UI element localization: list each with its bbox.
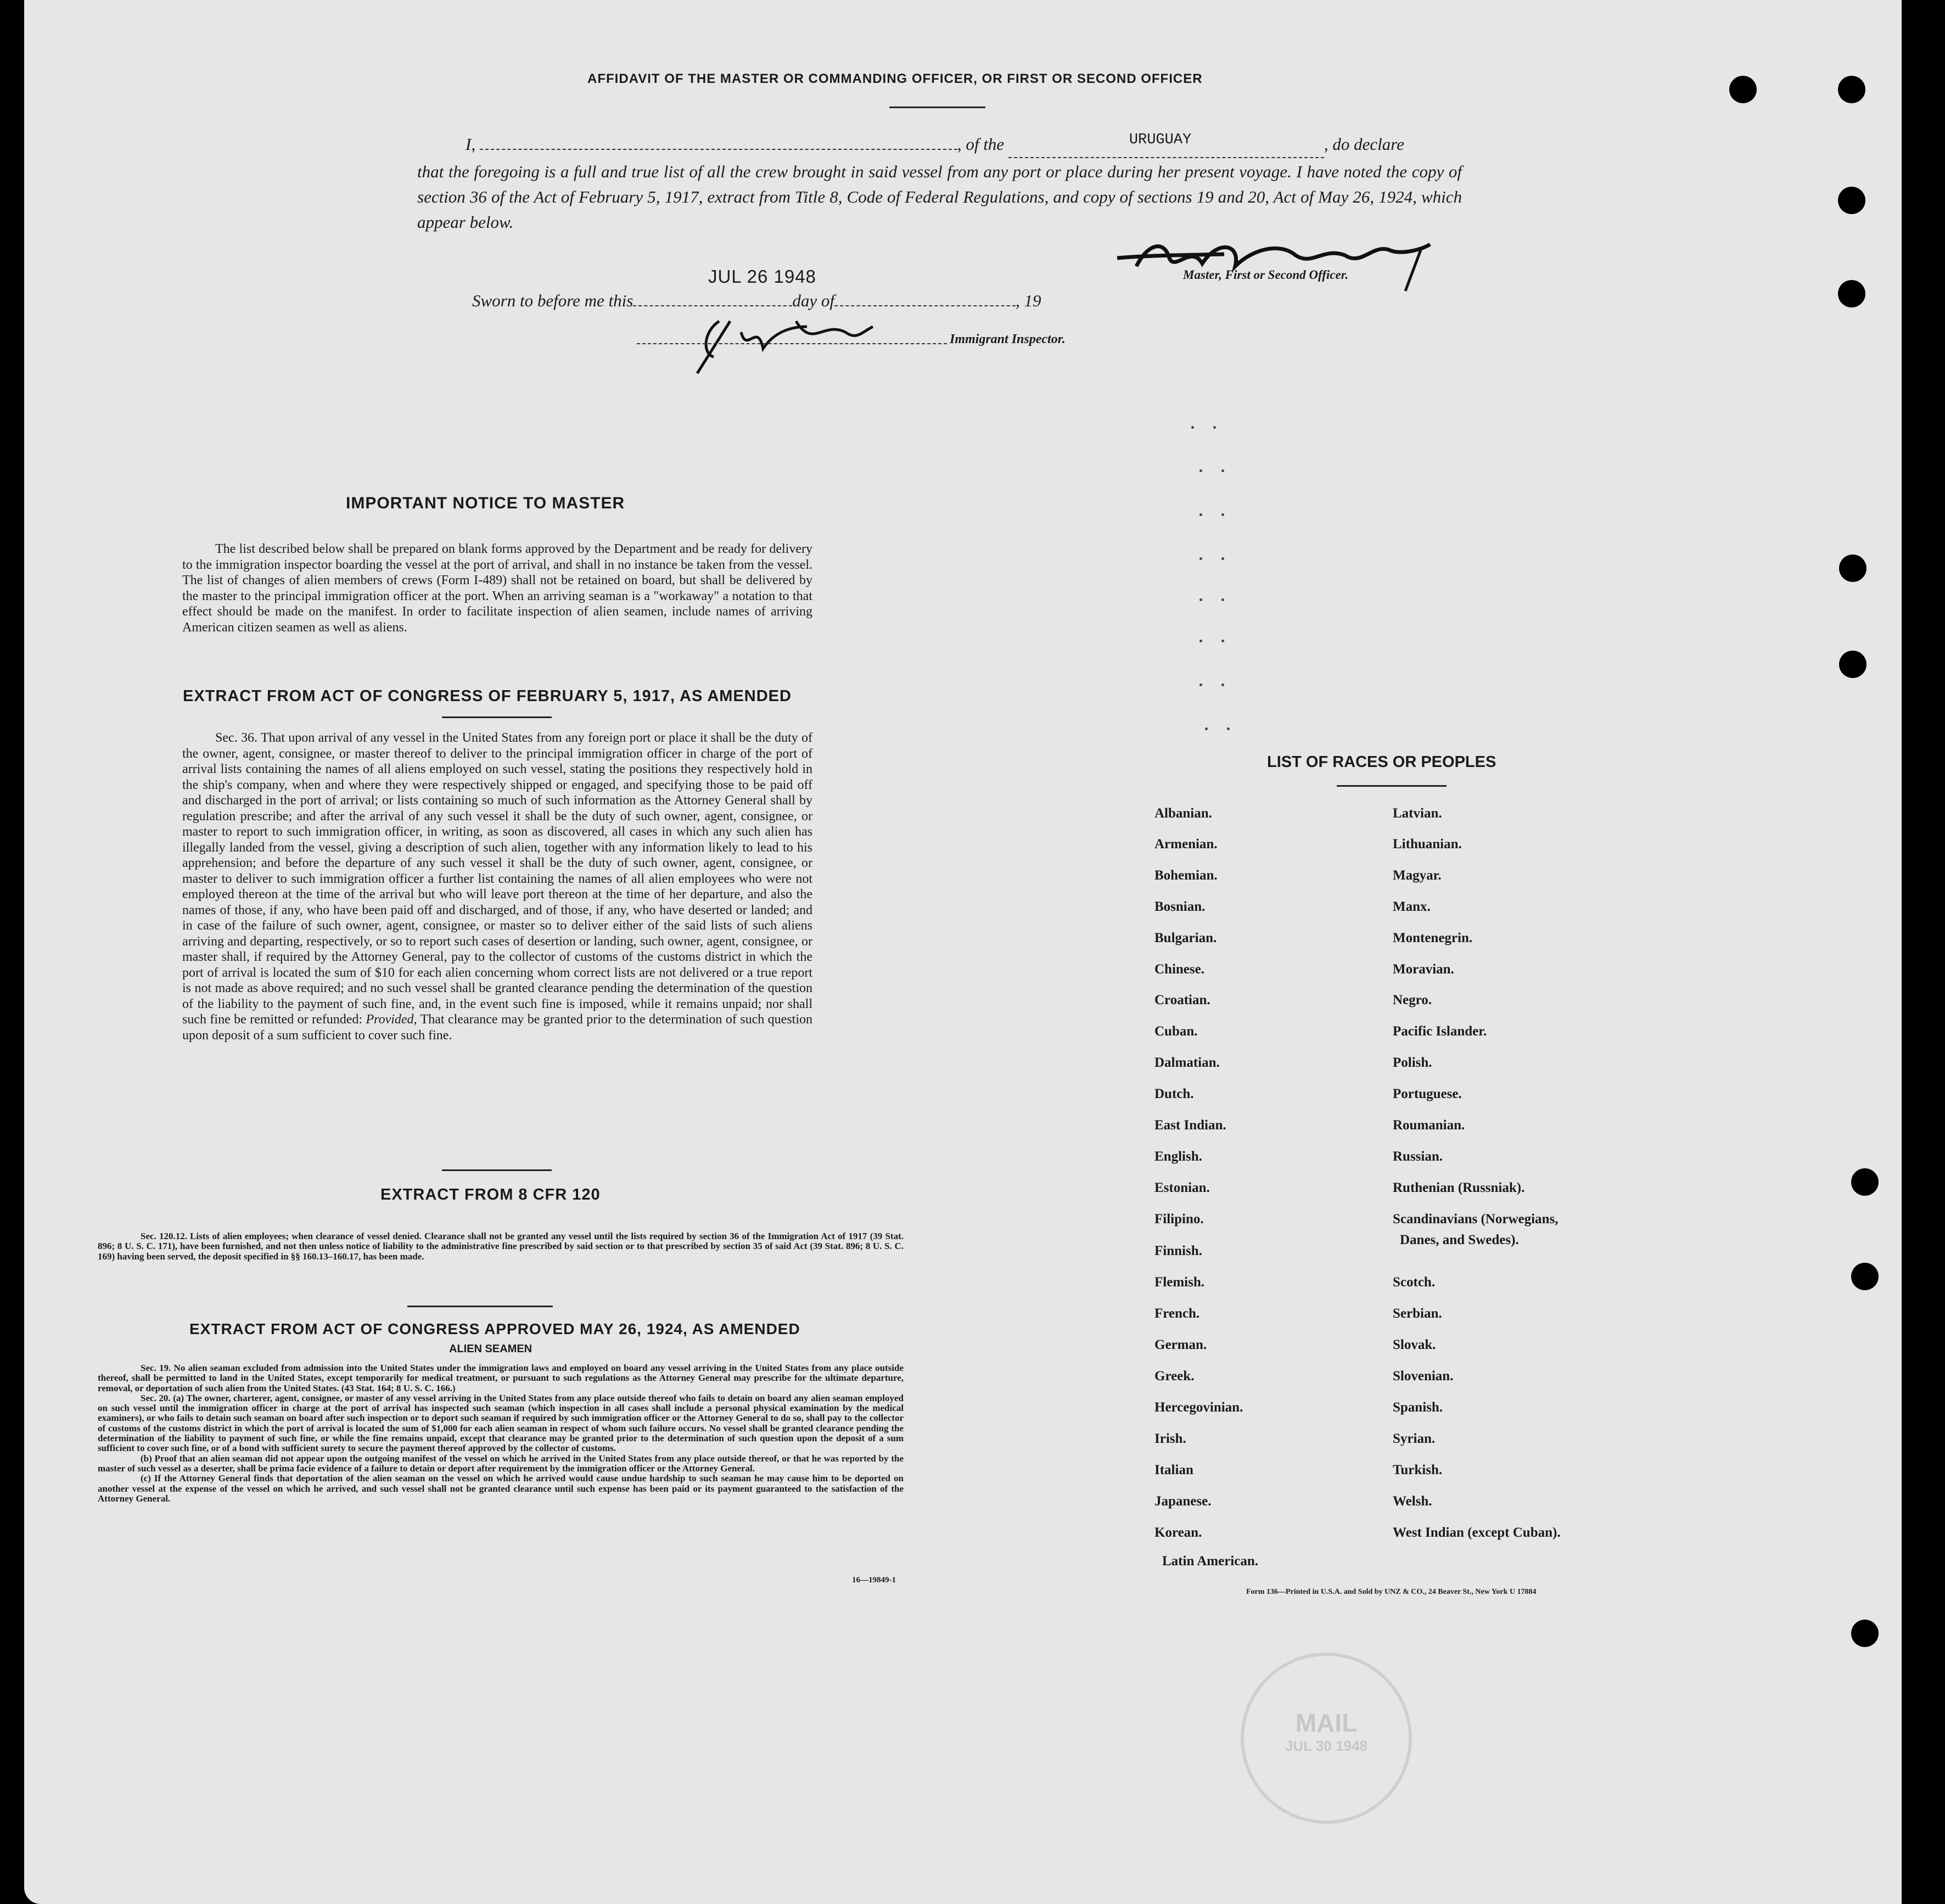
extract-1917-heading: EXTRACT FROM ACT OF CONGRESS OF FEBRUARY 5, 1917, AS AMENDED: [183, 687, 792, 705]
stamp-mail-label: MAIL: [1295, 1709, 1358, 1737]
race-item: Serbian.: [1393, 1306, 1442, 1321]
binder-hole-icon: [1838, 280, 1865, 307]
race-item: Bohemian.: [1154, 868, 1218, 883]
notice-text: The list described below shall be prepared on blank forms approved by the Department and be ready for delivery to the immigration inspector boarding the vessel at the port of arrival, and shall in no instance be taken from the vessel. The list of changes of alien members of crews (Form I-489) shall not be retained on board, but shall be delivered by the master to the principal immigration officer at the port. When an arriving seaman is a "workaway" a notation to that effect should be made on the manifest. In order to facilitate inspection of alien seamen, include names of arriving American citizen seamen as well as aliens.: [182, 542, 812, 635]
divider: [889, 107, 985, 108]
notice-heading: IMPORTANT NOTICE TO MASTER: [346, 494, 625, 512]
binder-hole-icon: [1838, 76, 1865, 103]
alien-seamen-subheading: ALIEN SEAMEN: [449, 1343, 533, 1355]
race-item: Ruthenian (Russniak).: [1393, 1180, 1525, 1195]
race-item: Bosnian.: [1154, 899, 1206, 914]
section-36-body: That upon arrival of any vessel in the United States from any foreign port or place it shall be the duty of the owner, agent, consignee, or master thereof to deliver to the principal immigration officer in charge of the port of arrival lists containing the names of all aliens employed on such vessel, stating the positions they respectively hold in the ship's company, when and where they were respectively shipped or engaged, and specifying those to be paid off and discharged in the port of arrival; or lists containing so much of such information as the Attorney General shall by regulation prescribe; and after the arrival of any such vessel it shall be the duty of such owner, agent, consignee, or master to report to such immigration officer, in writing, as soon as discovered, all cases in which any such alien has illegally landed from the vessel, giving a description of such alien, together with any information likely to lead to his apprehension; and before the departure of any such vessel it shall be the duty of such owner, agent, consignee, or master to deliver to such immigration officer a further list containing the names of all alien employees who were not employed thereon at the time of the arrival but who will leave port thereon at the time of her departure, and also the names of those, if any, who have been paid off and discharged, and of those, if any, who have deserted or landed; and in case of the failure of such owner, agent, consignee, or master so to deliver either of the said lists of such aliens arriving and departing, respectively, or so to report such cases of desertion or landing, such owner, agent, consignee, or master shall, if required by the Attorney General, pay to the collector of customs of the customs district in which the port of arrival is located the sum of $10 for each alien concerning whom correct lists are not delivered or a true report is not made as above required; and no such vessel shall be granted clearance pending the determination of the question of the liability to the payment of such fine, and, in the event such fine is imposed, while it remains unpaid; nor shall such fine be remitted or refunded:: [182, 731, 812, 1027]
declaration-text: that the foregoing is a full and true list of all the crew brought in said vessel from any port or place during her present voyage. I have noted the copy of section 36 of the Act of February 5, 1917, extract from Title 8, Code of Federal Regulations, and copy of sections 19 and 20, Act of May 26, 1924, which appear below.: [417, 162, 1462, 232]
race-item: Pacific Islander.: [1393, 1024, 1487, 1039]
declarant-prefix: I,: [466, 135, 476, 154]
race-item: Flemish.: [1154, 1275, 1204, 1290]
divider: [407, 1306, 553, 1307]
race-item: Dalmatian.: [1154, 1055, 1220, 1070]
binder-hole-icon: [1851, 1263, 1879, 1290]
race-item: Slovak.: [1393, 1337, 1436, 1352]
provided-label: Provided,: [366, 1012, 417, 1027]
vessel-name: URUGUAY: [1129, 132, 1192, 148]
race-item: Greek.: [1154, 1369, 1195, 1384]
affidavit-title: AFFIDAVIT OF THE MASTER OR COMMANDING OFFICER, OR FIRST OR SECOND OFFICER: [587, 71, 1203, 86]
race-item: English.: [1154, 1149, 1202, 1164]
race-item: Russian.: [1393, 1149, 1443, 1164]
race-item: Welsh.: [1393, 1494, 1432, 1509]
section-36-end: That clearance may be granted prior to the determination of such question upon deposit of a sum sufficient to cover such fine.: [182, 1012, 813, 1043]
sworn-prefix: Sworn to before me this: [472, 291, 634, 310]
race-item: Cuban.: [1154, 1024, 1198, 1039]
race-item: Roumanian.: [1393, 1118, 1465, 1133]
divider: [1337, 785, 1447, 787]
race-item: Negro.: [1393, 993, 1432, 1007]
race-item: Lithuanian.: [1393, 837, 1462, 852]
race-item: Danes, and Swedes).: [1400, 1233, 1519, 1247]
cfr-text: Sec. 120.12. Lists of alien employees; when clearance of vessel denied. Clearance shall not be granted any vessel until the lists required by section 36 of the Immigration Act of 1917 (39 Stat. 896; 8 U. S. C. 171), have been furnished, and not then unless notice of liability to the administrative fine prescribed by said section or to that prescribed by section 35 of said Act (39 Stat. 896; 8 U. S. C. 169) having been served, the deposit specified in §§ 160.13–160.17, has been made.: [98, 1231, 904, 1262]
printer-footer: Form 136—Printed in U.S.A. and Sold by UNZ & CO., 24 Beaver St., New York U 17884: [1246, 1588, 1537, 1596]
race-item: Manx.: [1393, 899, 1431, 914]
race-item: Japanese.: [1154, 1494, 1212, 1509]
section-19-text: Sec. 19. No alien seaman excluded from admission into the United States under the immigration laws and employed on board any vessel arriving in the United States from any place outside thereof, shall be permitted to land in the United States, except temporarily for medical treatment, or pursuant to such regulations as the Attorney General may prescribe for the ultimate departure, removal, or deportation of such alien from the United States. (43 Stat. 164; 8 U. S. C. 166.): [98, 1363, 904, 1393]
binder-hole-icon: [1838, 187, 1865, 214]
binder-hole-icon: [1729, 76, 1757, 103]
inspector-signature-field: [637, 343, 947, 344]
divider: [442, 1169, 552, 1171]
race-item: Polish.: [1393, 1055, 1432, 1070]
race-item: Turkish.: [1393, 1463, 1443, 1477]
cfr-heading: EXTRACT FROM 8 CFR 120: [380, 1186, 601, 1203]
race-item: Croatian.: [1154, 993, 1210, 1007]
affidavit-first-line: [466, 132, 1462, 158]
extract-1924-heading: EXTRACT FROM ACT OF CONGRESS APPROVED MAY 26, 1924, AS AMENDED: [189, 1320, 800, 1337]
sworn-day-field: [633, 305, 792, 306]
race-item: East Indian.: [1154, 1118, 1226, 1133]
binder-hole-icon: [1851, 1168, 1879, 1196]
section-20c-text: (c) If the Attorney General finds that deportation of the alien seaman on the vessel on which he arrived would cause undue hardship to such seaman he may cause him to be deported on another vessel at the expense of the vessel on which he arrived, and such vessel shall not be granted clearance until such expense has been paid or its payment guaranteed to the satisfaction of the Attorney General.: [98, 1473, 904, 1504]
race-item: Portuguese.: [1393, 1087, 1462, 1101]
divider: [442, 716, 552, 718]
race-item: Hercegovinian.: [1154, 1400, 1243, 1415]
race-item: Finnish.: [1154, 1244, 1202, 1258]
race-item: Korean.: [1154, 1525, 1202, 1540]
section-20b-text: (b) Proof that an alien seaman did not appear upon the outgoing manifest of the vessel on which he arrived in the United States from any place outside thereof, or that he was reported by the master of such vessel as a deserter, shall be prima facie evidence of a failure to detain or deport after requirement by the immigration officer or the Attorney General.: [98, 1453, 904, 1474]
section-36-text: [182, 730, 812, 1043]
sworn-month-field: [834, 305, 1016, 306]
race-item: Irish.: [1154, 1431, 1186, 1446]
race-item: Latin American.: [1162, 1554, 1258, 1569]
race-item: Armenian.: [1154, 837, 1218, 852]
race-item: Albanian.: [1154, 806, 1212, 821]
binder-hole-icon: [1839, 555, 1866, 582]
inspector-caption: Immigrant Inspector.: [950, 332, 1066, 346]
race-item: German.: [1154, 1337, 1207, 1352]
race-item: Syrian.: [1393, 1431, 1436, 1446]
do-declare-label: , do declare: [1324, 135, 1404, 154]
race-item: Moravian.: [1393, 962, 1454, 977]
race-item: Filipino.: [1154, 1212, 1204, 1227]
sections-19-20: [98, 1363, 904, 1504]
race-item: Latvian.: [1393, 806, 1442, 821]
races-heading: LIST OF RACES OR PEOPLES: [1267, 753, 1496, 771]
sworn-date-stamp: JUL 26 1948: [708, 266, 816, 287]
sworn-year-label: , 19: [1015, 291, 1041, 310]
section-20a-text: Sec. 20. (a) The owner, charterer, agent, consignee, or master of any vessel arriving in the United States from any place outside thereof who fails to detain on board any alien seaman employed on such vessel until the immigration officer in charge at the port of arrival has inspected such seaman (which inspection in all cases shall include a personal physical examination by the medical examiners), or who fails to detain such seaman on board after such inspection or to deport such seaman if required by such immigration officer or the Attorney General to do so, shall pay to the collector of customs of the customs district in which the port of arrival is located the sum of $1,000 for each alien seaman in respect of whom such failure occurs. No vessel shall be granted clearance pending the determination of the liability to payment of such fine, or while the fine remains unpaid, except that clearance may be granted prior to the determination of such question upon the deposit of a sum sufficient to cover such fine, or of a bond with sufficient surety to secure the payment thereof approved by the collector of customs.: [98, 1392, 904, 1454]
section-36-label: Sec. 36.: [215, 731, 258, 745]
race-item: Estonian.: [1154, 1180, 1210, 1195]
race-item: Scotch.: [1393, 1275, 1436, 1290]
master-signature-icon: [1114, 233, 1444, 294]
vessel-name-field: [1008, 132, 1324, 158]
mail-stamp-icon: [1241, 1653, 1412, 1824]
of-the-label: , of the: [957, 135, 1005, 154]
day-of-label: day of: [792, 291, 834, 310]
race-item: Spanish.: [1393, 1400, 1443, 1415]
race-item: Slovenian.: [1393, 1369, 1454, 1384]
binder-hole-icon: [1851, 1620, 1879, 1647]
stamp-date: JUL 30 1948: [1285, 1738, 1367, 1754]
race-item: Magyar.: [1393, 868, 1442, 883]
race-item: West Indian (except Cuban).: [1393, 1525, 1561, 1540]
race-item: Scandinavians (Norwegians,: [1393, 1212, 1559, 1227]
race-item: French.: [1154, 1306, 1200, 1321]
race-item: Italian: [1154, 1463, 1193, 1477]
binder-hole-icon: [1839, 651, 1866, 678]
master-signature-caption: Master, First or Second Officer.: [1183, 268, 1349, 282]
form-code: 16—19849-1: [852, 1576, 896, 1584]
declarant-name-field: [480, 149, 957, 150]
race-item: Dutch.: [1154, 1087, 1194, 1101]
race-item: Chinese.: [1154, 962, 1204, 977]
race-item: Montenegrin.: [1393, 931, 1473, 945]
race-item: Bulgarian.: [1154, 931, 1217, 945]
